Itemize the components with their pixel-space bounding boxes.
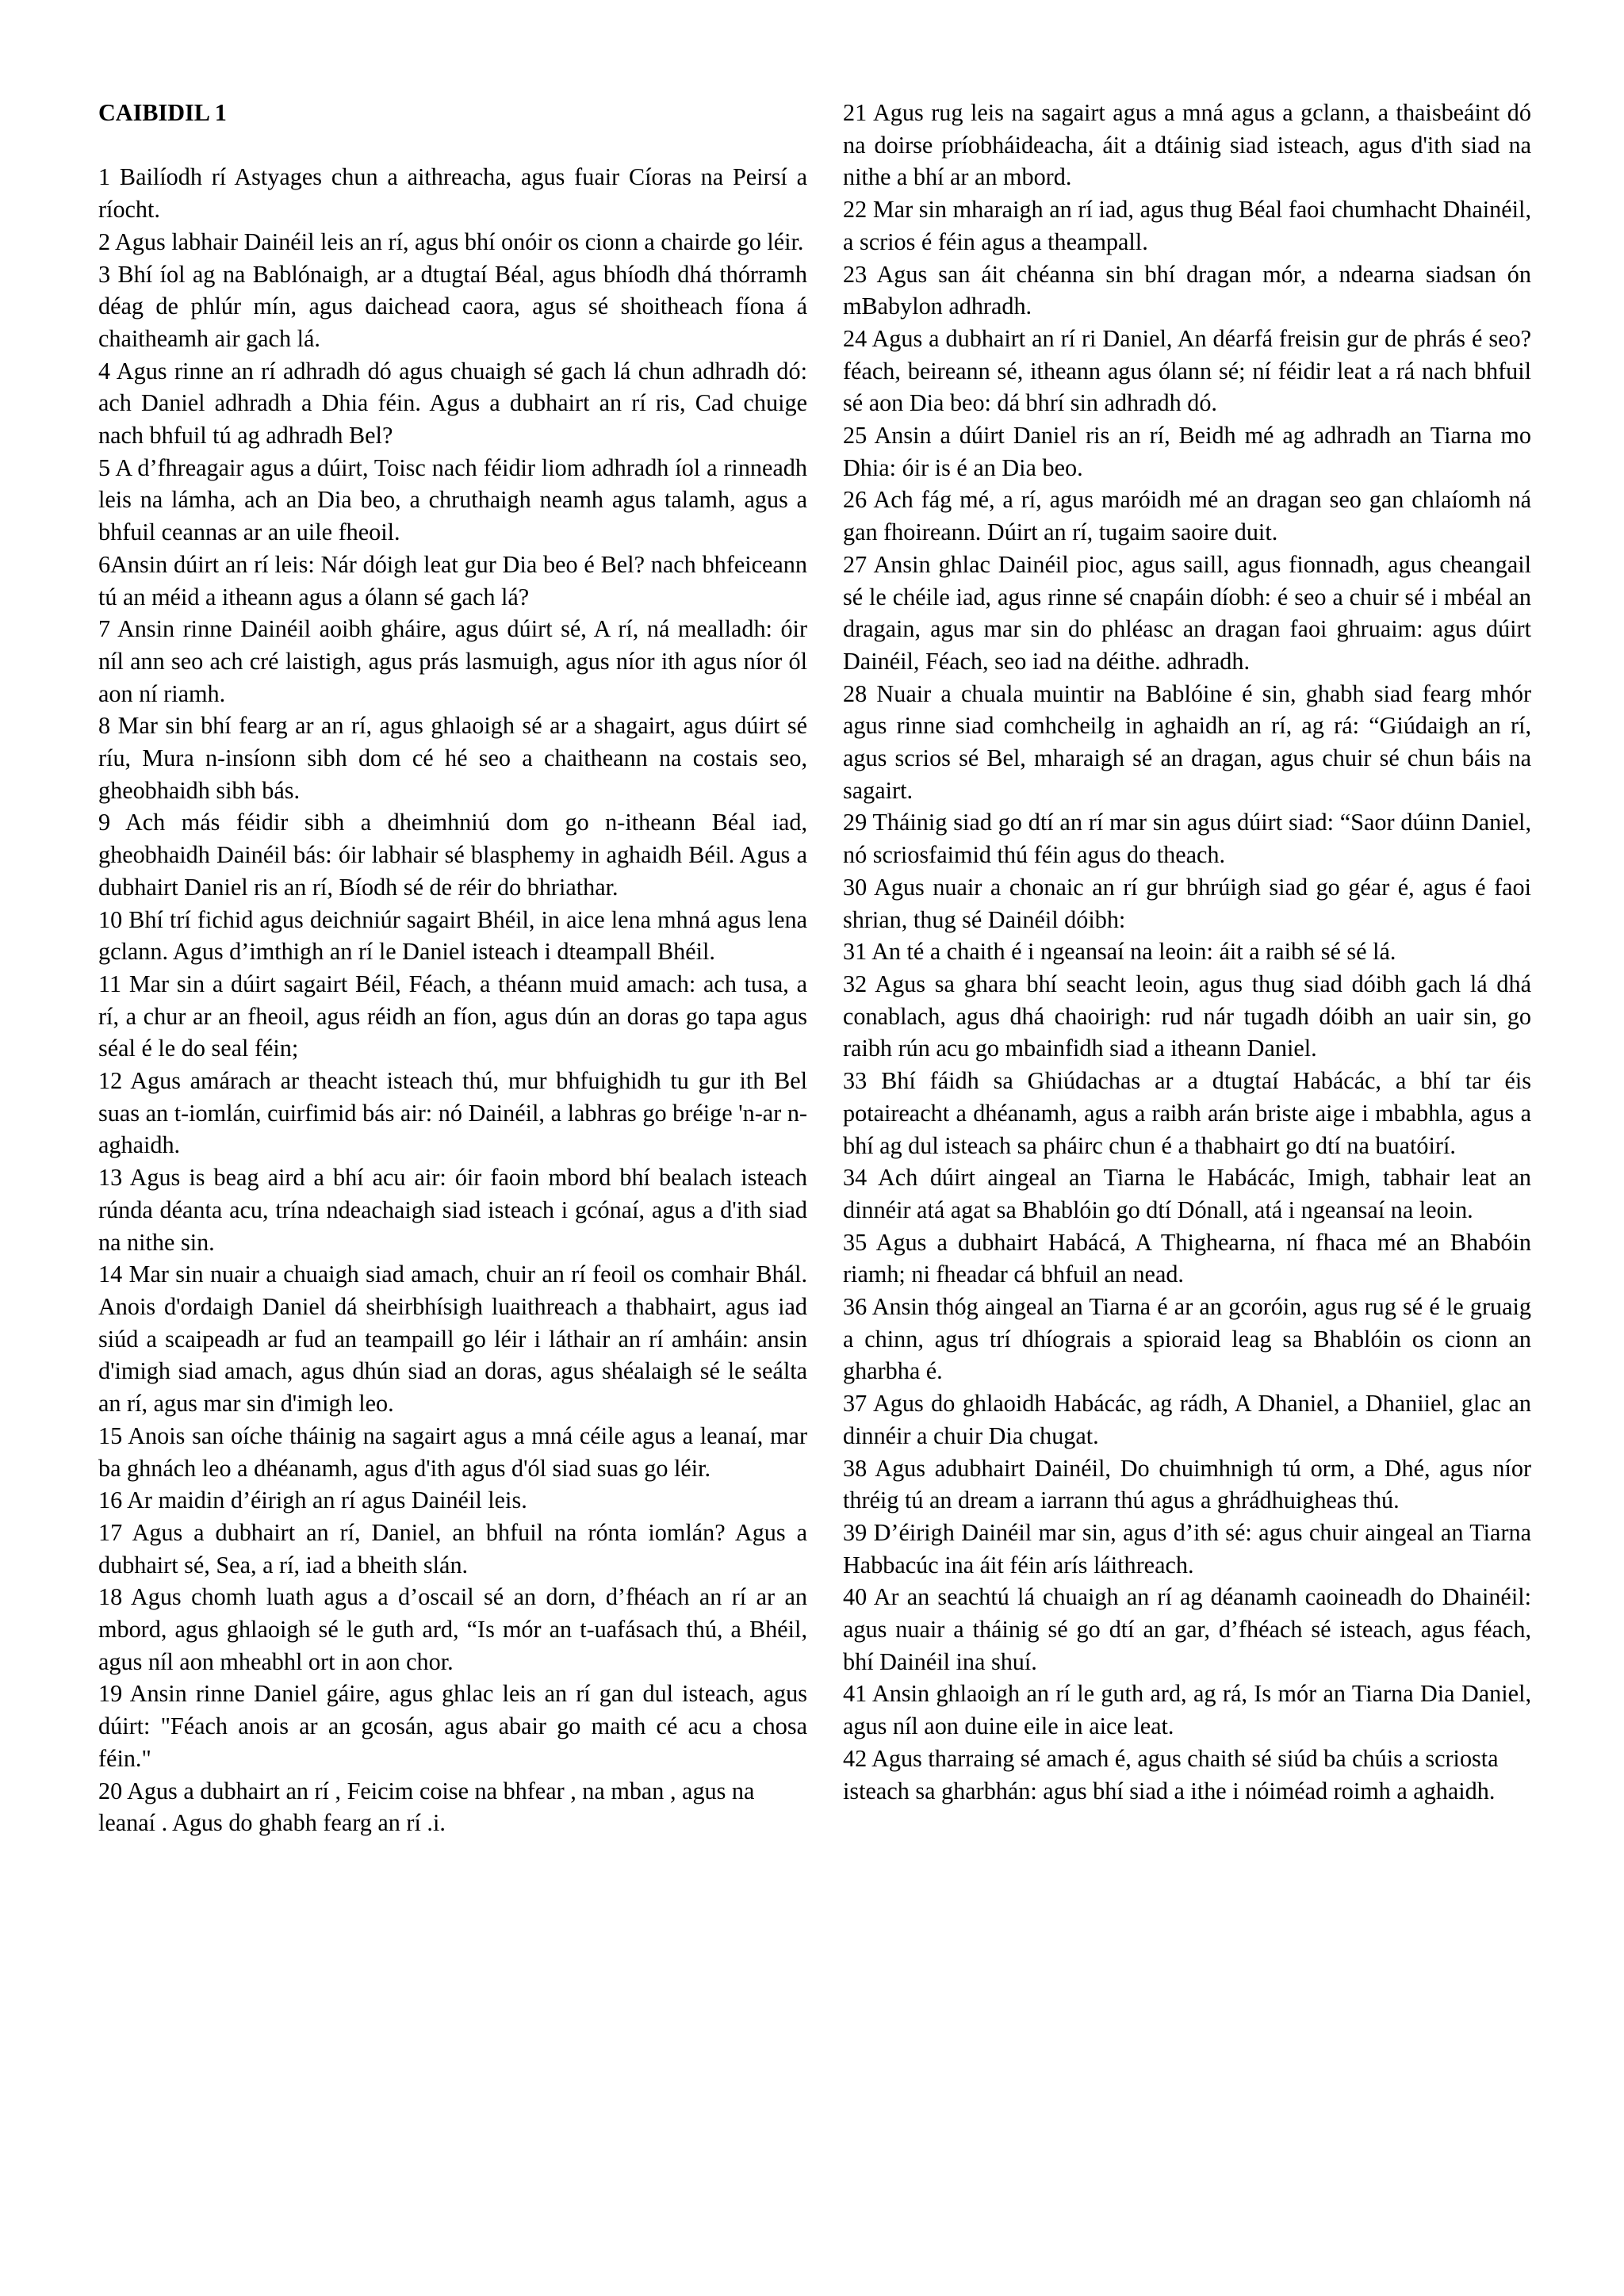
verse: 32 Agus sa ghara bhí seacht leoin, agus thug siad dóibh gach lá dhá conablach, agus dhá chaoirigh: rud nár tugadh dóibh an uair sin, go raibh rún acu go mbainfidh siad a itheann Daniel. xyxy=(843,970,1531,1062)
verse: 33 Bhí fáidh sa Ghiúdachas ar a dtugtaí Habácác, a bhí tar éis potaireacht a dhéanamh, agus a raibh arán briste aige i mbabhla, agus a bhí ag dul isteach sa pháirc chun é a thabhairt go dtí na buatóirí. xyxy=(843,1067,1531,1159)
verse: 8 Mar sin bhí fearg ar an rí, agus ghlaoigh sé ar a shagairt, agus dúirt sé ríu, Mura n-insíonn sibh dom cé hé seo a chaitheann na costais seo, gheobhaidh sibh bás. xyxy=(98,712,807,804)
verse: 29 Tháinig siad go dtí an rí mar sin agus dúirt siad: “Saor dúinn Daniel, nó scriosfaimid thú féin agus do theach. xyxy=(843,809,1531,869)
verse: 18 Agus chomh luath agus a d’oscail sé an dorn, d’fhéach an rí ar an mbord, agus ghlaoigh sé le guth ard, “Is mór an t-uafásach thú, a Bhéil, agus níl aon mheabhl ort in aon chor. xyxy=(98,1583,807,1675)
right-column xyxy=(843,97,1531,1807)
verse: 14 Mar sin nuair a chuaigh siad amach, chuir an rí feoil os comhair Bhál. Anois d'ordaigh Daniel dá sheirbhísigh luaithreach a thabhairt, agus iad siúd a scaipeadh ar fud an teampaill go léir i láthair an rí amháin: ansin d'imigh siad amach, agus dhún siad an doras, agus shéalaigh sé le seálta an rí, agus mar sin d'imigh leo. xyxy=(98,1261,807,1418)
verse: 16 Ar maidin d’éirigh an rí agus Dainéil leis. xyxy=(98,1487,527,1514)
verse: 20 Agus a dubhairt an rí , Feicim coise na bhfear , na mban , agus na leanaí . Agus do ghabh fearg an rí .i. xyxy=(98,1777,755,1837)
verse: 26 Ach fág mé, a rí, agus maróidh mé an dragan seo gan chlaíomh ná gan fhoireann. Dúirt an rí, tugaim saoire duit. xyxy=(843,486,1531,546)
verse: 13 Agus is beag aird a bhí acu air: óir faoin mbord bhí bealach isteach rúnda déanta acu, trína ndeachaigh siad isteach i gcónaí, agus a d'ith siad na nithe sin. xyxy=(98,1164,807,1256)
verse: 22 Mar sin mharaigh an rí iad, agus thug Béal faoi chumhacht Dhainéil, a scrios é féin agus a theampall. xyxy=(843,196,1531,255)
verse: 39 D’éirigh Dainéil mar sin, agus d’ith sé: agus chuir aingeal an Tiarna Habbacúc ina áit féin arís láithreach. xyxy=(843,1518,1531,1578)
verse: 27 Ansin ghlac Dainéil pioc, agus saill, agus fionnadh, agus cheangail sé le chéile iad, agus rinne sé cnapáin díobh: é seo a chuir sé i mbéal an dragain, agus mar sin do phléasc an dragan faoi ghruaim: agus dúirt Dainéil, Féach, seo iad na déithe. adhradh. xyxy=(843,550,1531,675)
verse: 10 Bhí trí fichid agus deichniúr sagairt Bhéil, in aice lena mhná agus lena gclann. Agus d’imthigh an rí le Daniel isteach i dteampall Bhéil. xyxy=(98,905,807,966)
verse: 5 A d’fhreagair agus a dúirt, Toisc nach féidir liom adhradh íol a rinneadh leis na lámha, ach an Dia beo, a chruthaigh neamh agus talamh, agus a bhfuil ceannas ar an uile fheoil. xyxy=(98,453,807,546)
verse: 12 Agus amárach ar theacht isteach thú, mur bhfuighidh tu gur ith Bel suas an t-iomlán, cuirfimid bás air: nó Dainéil, a labhras go bréige 'n-ar n-aghaidh. xyxy=(98,1067,807,1159)
verse: 9 Ach más féidir sibh a dheimhniú dom go n-itheann Béal iad, gheobhaidh Dainéil bás: óir labhair sé blasphemy in aghaidh Béil. Agus a dubhairt Daniel ris an rí, Bíodh sé de réir do bhriathar. xyxy=(98,809,807,901)
verse: 19 Ansin rinne Daniel gáire, agus ghlac leis an rí gan dul isteach, agus dúirt: "Féach anois ar an gcosán, agus abair go maith cé acu a chosa féin." xyxy=(98,1680,807,1772)
verse: 24 Agus a dubhairt an rí ri Daniel, An déarfá freisin gur de phrás é seo? féach, beireann sé, itheann agus ólann sé; ní féidir leat a rá nach bhfuil sé aon Dia beo: dá bhrí sin adhradh dó. xyxy=(843,324,1531,417)
verse: 15 Anois san oíche tháinig na sagairt agus a mná céile agus a leanaí, mar ba ghnách leo a dhéanamh, agus d'ith agus d'ól siad suas go léir. xyxy=(98,1422,807,1482)
verse: 28 Nuair a chuala muintir na Bablóine é sin, ghabh siad fearg mhór agus rinne siad comhcheilg in aghaidh an rí, ag rá: “Giúdaigh an rí, agus scrios sé Bel, mharaigh sé an dragan, agus chuir sé chun báis na sagairt. xyxy=(843,679,1531,804)
verse: 3 Bhí íol ag na Bablónaigh, ar a dtugtaí Béal, agus bhíodh dhá thórramh déag de phlúr mín, agus daichead caora, agus sé shoitheach fíona á chaitheamh air gach lá. xyxy=(98,260,807,352)
verse: 35 Agus a dubhairt Habácá, A Thighearna, ní fhaca mé an Bhabóin riamh; ni fheadar cá bhfuil an nead. xyxy=(843,1228,1531,1288)
chapter-title: CAIBIDIL 1 xyxy=(98,99,227,126)
verse: 7 Ansin rinne Dainéil aoibh gháire, agus dúirt sé, A rí, ná mealladh: óir níl ann seo ach cré laistigh, agus prás lasmuigh, agus níor ith agus níor ól aon ní riamh. xyxy=(98,615,807,707)
verse: 21 Agus rug leis na sagairt agus a mná agus a gclann, a thaisbeáint dó na doirse príobháideacha, áit a dtáinig siad isteach, agus d'ith siad na nithe a bhí ar an mbord. xyxy=(843,99,1531,191)
verse: 25 Ansin a dúirt Daniel ris an rí, Beidh mé ag adhradh an Tiarna mo Dhia: óir is é an Dia beo. xyxy=(843,422,1531,481)
verse: 23 Agus san áit chéanna sin bhí dragan mór, a ndearna siadsan ón mBabylon adhradh. xyxy=(843,260,1531,320)
verse: 38 Agus adubhairt Dainéil, Do chuimhnigh tú orm, a Dhé, agus níor thréig tú an dream a iarrann thú agus a ghrádhuigheas thú. xyxy=(843,1454,1531,1514)
left-column xyxy=(98,97,807,1839)
verse: 2 Agus labhair Dainéil leis an rí, agus bhí onóir os cionn a chairde go léir. xyxy=(98,228,804,255)
verse: 36 Ansin thóg aingeal an Tiarna é ar an gcoróin, agus rug sé é le gruaig a chinn, agus trí dhíograis a spioraid leag sa Bhablóin os cionn an gharbha é. xyxy=(843,1293,1531,1385)
verse: 31 An té a chaith é i ngeansaí na leoin: áit a raibh sé sé lá. xyxy=(843,938,1396,966)
verse: 1 Bailíodh rí Astyages chun a aithreacha, agus fuair Cíoras na Peirsí a ríocht. xyxy=(98,163,807,224)
verse: 4 Agus rinne an rí adhradh dó agus chuaigh sé gach lá chun adhradh dó: ach Daniel adhradh a Dhia féin. Agus a dubhairt an rí ris, Cad chuige nach bhfuil tú ag adhradh Bel? xyxy=(98,357,807,450)
verse: 34 Ach dúirt aingeal an Tiarna le Habácác, Imigh, tabhair leat an dinnéir atá agat sa Bhablóin go dtí Dónall, atá i ngeansaí na leoin. xyxy=(843,1164,1531,1223)
verse: 30 Agus nuair a chonaic an rí gur bhrúigh siad go géar é, agus é faoi shrian, thug sé Dainéil dóibh: xyxy=(843,873,1531,933)
verse: 6Ansin dúirt an rí leis: Nár dóigh leat gur Dia beo é Bel? nach bhfeiceann tú an méid a itheann agus a ólann sé gach lá? xyxy=(98,550,807,610)
verse: 41 Ansin ghlaoigh an rí le guth ard, ag rá, Is mór an Tiarna Dia Daniel, agus níl aon duine eile in aice leat. xyxy=(843,1680,1531,1740)
verse: 11 Mar sin a dúirt sagairt Béil, Féach, a théann muid amach: ach tusa, a rí, a chur ar an fheoil, agus réidh an fíon, agus dún an doras go tapa agus séal é le do seal féin; xyxy=(98,970,807,1062)
verse: 37 Agus do ghlaoidh Habácác, ag rádh, A Dhaniel, a Dhaniiel, glac an dinnéir a chuir Dia chugat. xyxy=(843,1390,1531,1449)
verse: 40 Ar an seachtú lá chuaigh an rí ag déanamh caoineadh do Dhainéil: agus nuair a tháinig sé go dtí an gar, d’fhéach sé isteach, agus féach, bhí Dainéil ina shuí. xyxy=(843,1583,1531,1675)
verse: 17 Agus a dubhairt an rí, Daniel, an bhfuil na rónta iomlán? Agus a dubhairt sé, Sea, a rí, iad a bheith slán. xyxy=(98,1518,807,1578)
verse: 42 Agus tharraing sé amach é, agus chaith sé siúd ba chúis a scriosta isteach sa gharbhán: agus bhí siad a ithe i nóiméad roimh a aghaidh. xyxy=(843,1744,1499,1804)
